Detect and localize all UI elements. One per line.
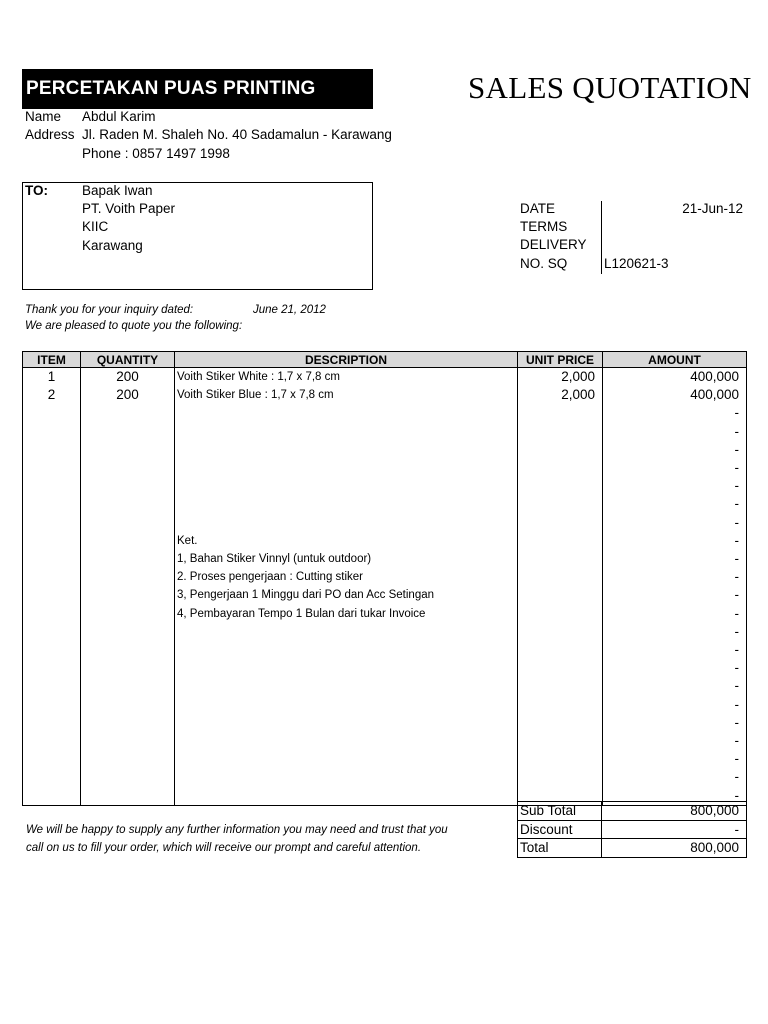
row-item-number: 2	[23, 386, 81, 404]
row-quantity	[81, 441, 175, 459]
row-quantity	[81, 787, 175, 806]
row-quantity	[81, 696, 175, 714]
table-row	[23, 514, 747, 532]
row-quantity: 200	[81, 368, 175, 387]
row-amount: -	[603, 696, 747, 714]
table-row	[23, 368, 747, 387]
totals-table	[517, 801, 747, 858]
row-item-number	[23, 550, 81, 568]
table-row	[23, 732, 747, 750]
date-label: DATE	[520, 201, 556, 216]
phone-value: Phone : 0857 1497 1998	[82, 146, 230, 161]
row-description: Voith Stiker White : 1,7 x 7,8 cm	[175, 368, 518, 387]
row-amount: -	[603, 768, 747, 786]
total-value: 800,000	[602, 839, 747, 858]
row-description	[175, 696, 518, 714]
row-unit-price: 2,000	[518, 386, 603, 404]
table-row	[23, 477, 747, 495]
row-unit-price	[518, 441, 603, 459]
row-item-number	[23, 732, 81, 750]
row-unit-price	[518, 732, 603, 750]
row-item-number	[23, 623, 81, 641]
row-description: Ket.	[175, 532, 518, 550]
row-amount: -	[603, 586, 747, 604]
to-label: TO:	[25, 183, 48, 198]
row-unit-price	[518, 677, 603, 695]
terms-label: TERMS	[520, 219, 568, 234]
row-amount: -	[603, 477, 747, 495]
intro-line-1: Thank you for your inquiry dated:	[25, 304, 194, 316]
row-amount: -	[603, 532, 747, 550]
recipient-line: Karawang	[82, 238, 143, 253]
table-row	[23, 659, 747, 677]
row-unit-price	[518, 696, 603, 714]
row-amount: -	[603, 550, 747, 568]
footer-line-2: call on us to fill your order, which will receive our prompt and careful attention.	[26, 842, 422, 854]
row-item-number	[23, 768, 81, 786]
row-item-number	[23, 696, 81, 714]
row-amount: -	[603, 404, 747, 422]
row-item-number	[23, 659, 81, 677]
name-label: Name	[25, 109, 62, 124]
delivery-label: DELIVERY	[520, 237, 587, 252]
row-unit-price	[518, 623, 603, 641]
total-label: Total	[518, 839, 602, 858]
row-quantity	[81, 750, 175, 768]
table-row	[23, 441, 747, 459]
row-item-number	[23, 441, 81, 459]
row-amount: -	[603, 623, 747, 641]
row-item-number	[23, 641, 81, 659]
row-item-number	[23, 532, 81, 550]
row-quantity	[81, 532, 175, 550]
row-description	[175, 477, 518, 495]
row-description	[175, 423, 518, 441]
total-row	[518, 839, 747, 858]
row-quantity	[81, 550, 175, 568]
recipient-line: Bapak Iwan	[82, 183, 153, 198]
table-row	[23, 568, 747, 586]
row-description: 4, Pembayaran Tempo 1 Bulan dari tukar Invoice	[175, 605, 518, 623]
row-description: 3, Pengerjaan 1 Minggu dari PO dan Acc Setingan	[175, 586, 518, 604]
header-amount: AMOUNT	[603, 352, 747, 368]
row-unit-price	[518, 404, 603, 422]
row-amount: -	[603, 750, 747, 768]
row-item-number: 1	[23, 368, 81, 387]
row-amount: 400,000	[603, 386, 747, 404]
subtotal-value: 800,000	[602, 802, 747, 821]
row-unit-price	[518, 550, 603, 568]
company-name: PERCETAKAN PUAS PRINTING	[22, 69, 373, 109]
row-unit-price	[518, 568, 603, 586]
row-amount: -	[603, 659, 747, 677]
row-amount: 400,000	[603, 368, 747, 387]
table-row	[23, 532, 747, 550]
row-unit-price	[518, 586, 603, 604]
row-item-number	[23, 677, 81, 695]
document-title: SALES QUOTATION	[468, 70, 752, 105]
table-row	[23, 677, 747, 695]
row-description	[175, 768, 518, 786]
row-unit-price	[518, 477, 603, 495]
footer-note	[26, 821, 448, 857]
row-item-number	[23, 750, 81, 768]
row-description	[175, 787, 518, 806]
sq-number-label: NO. SQ	[520, 256, 568, 271]
row-description	[175, 677, 518, 695]
row-amount: -	[603, 568, 747, 586]
row-quantity	[81, 732, 175, 750]
table-row	[23, 586, 747, 604]
table-body	[23, 368, 747, 806]
row-quantity	[81, 404, 175, 422]
row-item-number	[23, 514, 81, 532]
quotation-table	[22, 351, 747, 806]
address-value: Jl. Raden M. Shaleh No. 40 Sadamalun - Karawang	[82, 127, 392, 142]
row-amount: -	[603, 459, 747, 477]
row-item-number	[23, 787, 81, 806]
meta-divider	[601, 201, 602, 274]
row-quantity	[81, 605, 175, 623]
header-description: DESCRIPTION	[175, 352, 518, 368]
recipient-box	[22, 182, 373, 290]
table-row	[23, 641, 747, 659]
row-amount: -	[603, 787, 747, 806]
row-description	[175, 404, 518, 422]
row-item-number	[23, 568, 81, 586]
row-description	[175, 714, 518, 732]
row-description	[175, 659, 518, 677]
row-unit-price: 2,000	[518, 368, 603, 387]
row-description	[175, 495, 518, 513]
row-unit-price	[518, 659, 603, 677]
row-quantity	[81, 495, 175, 513]
row-quantity	[81, 477, 175, 495]
discount-row	[518, 820, 747, 839]
row-unit-price	[518, 459, 603, 477]
discount-value: -	[602, 820, 747, 839]
row-unit-price	[518, 641, 603, 659]
row-item-number	[23, 495, 81, 513]
row-amount: -	[603, 605, 747, 623]
row-description	[175, 641, 518, 659]
row-quantity	[81, 641, 175, 659]
table-row	[23, 550, 747, 568]
header-unit-price: UNIT PRICE	[518, 352, 603, 368]
header-item: ITEM	[23, 352, 81, 368]
row-description	[175, 514, 518, 532]
row-quantity	[81, 586, 175, 604]
row-unit-price	[518, 605, 603, 623]
row-description: 1, Bahan Stiker Vinnyl (untuk outdoor)	[175, 550, 518, 568]
table-row	[23, 623, 747, 641]
row-quantity	[81, 714, 175, 732]
row-item-number	[23, 423, 81, 441]
row-quantity	[81, 623, 175, 641]
row-unit-price	[518, 768, 603, 786]
row-unit-price	[518, 514, 603, 532]
header-quantity: QUANTITY	[81, 352, 175, 368]
table-row	[23, 459, 747, 477]
row-unit-price	[518, 714, 603, 732]
row-unit-price	[518, 495, 603, 513]
table-row	[23, 605, 747, 623]
row-description	[175, 441, 518, 459]
row-description	[175, 623, 518, 641]
footer-line-1: We will be happy to supply any further information you may need and trust that you	[26, 824, 448, 836]
row-description	[175, 732, 518, 750]
row-quantity	[81, 659, 175, 677]
row-amount: -	[603, 714, 747, 732]
row-amount: -	[603, 441, 747, 459]
row-unit-price	[518, 532, 603, 550]
row-amount: -	[603, 732, 747, 750]
row-amount: -	[603, 514, 747, 532]
row-description	[175, 459, 518, 477]
row-amount: -	[603, 641, 747, 659]
table-row	[23, 495, 747, 513]
name-value: Abdul Karim	[82, 109, 156, 124]
row-unit-price	[518, 750, 603, 768]
row-amount: -	[603, 423, 747, 441]
table-row	[23, 423, 747, 441]
table-row	[23, 696, 747, 714]
row-quantity	[81, 514, 175, 532]
row-description	[175, 750, 518, 768]
row-item-number	[23, 586, 81, 604]
row-item-number	[23, 605, 81, 623]
row-item-number	[23, 714, 81, 732]
recipient-line: KIIC	[82, 219, 109, 234]
subtotal-row	[518, 802, 747, 821]
discount-label: Discount	[518, 820, 602, 839]
row-amount: -	[603, 495, 747, 513]
sq-number-value: L120621-3	[604, 256, 669, 271]
row-item-number	[23, 477, 81, 495]
table-header-row	[23, 352, 747, 368]
table-row	[23, 714, 747, 732]
table-row	[23, 768, 747, 786]
subtotal-label: Sub Total	[518, 802, 602, 821]
inquiry-date: June 21, 2012	[253, 304, 326, 316]
table-row	[23, 750, 747, 768]
row-quantity	[81, 423, 175, 441]
table-row	[23, 404, 747, 422]
date-value: 21-Jun-12	[682, 201, 743, 216]
row-quantity: 200	[81, 386, 175, 404]
row-unit-price	[518, 423, 603, 441]
row-description: Voith Stiker Blue : 1,7 x 7,8 cm	[175, 386, 518, 404]
row-amount: -	[603, 677, 747, 695]
row-item-number	[23, 404, 81, 422]
table-row	[23, 386, 747, 404]
intro-line-2: We are pleased to quote you the following:	[25, 320, 243, 332]
row-quantity	[81, 568, 175, 586]
address-label: Address	[25, 127, 75, 142]
row-description: 2. Proses pengerjaan : Cutting stiker	[175, 568, 518, 586]
row-quantity	[81, 677, 175, 695]
row-quantity	[81, 459, 175, 477]
recipient-line: PT. Voith Paper	[82, 201, 176, 216]
row-quantity	[81, 768, 175, 786]
row-item-number	[23, 459, 81, 477]
